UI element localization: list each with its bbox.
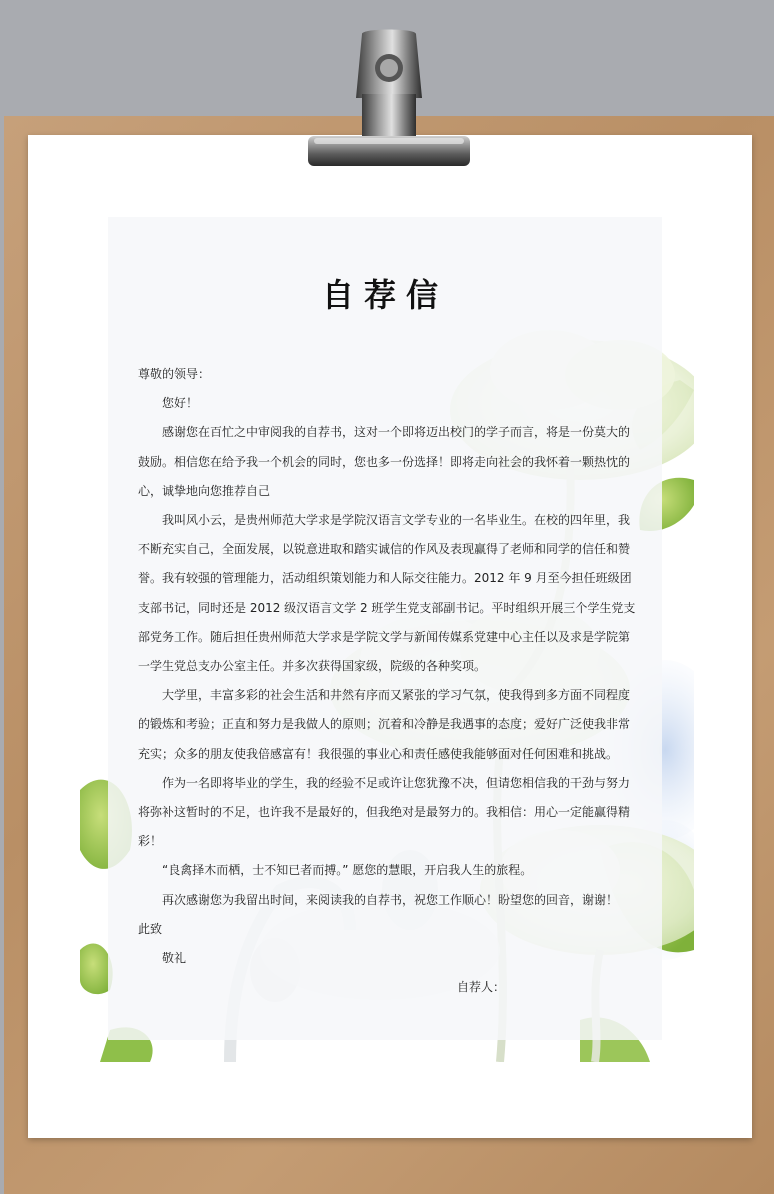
paragraph-quote: “良禽择木而栖，士不知已者而搏。” 愿您的慧眼，开启我人生的旅程。 <box>162 863 533 878</box>
letter-body <box>138 360 638 1002</box>
greeting: 您好！ <box>162 396 199 411</box>
paragraph-commitment: 作为一名即将毕业的学生，我的经验不足或许让您犹豫不决，但请您相信我的干劲与努力将弥补这暂时的不足，也许我不是最好的，但我绝对是最努力的。我相信：用心一定能赢得精彩！ <box>138 775 631 849</box>
paragraph-intro: 感谢您在百忙之中审阅我的自荐书，这对一个即将迈出校门的学子而言，将是一份莫大的鼓励。相信您在给予我一个机会的同时，您也多一份选择！即将走向社会的我怀着一颗热忱的心，诚挚地向您推荐自己 <box>138 425 631 498</box>
paragraph-university-life: 大学里，丰富多彩的社会生活和井然有序而又紧张的学习气氛，使我得到多方面不同程度的锻炼和考验；正直和努力是我做人的原则；沉着和冷静是我遇事的态度；爱好广泛使我非常充实；众多的朋友使我倍感富有！我很强的事业心和责任感使我能够面对任何困难和挑战。 <box>138 688 631 761</box>
closing-line-2: 敬礼 <box>162 951 187 966</box>
paragraph-background: 我叫风小云，是贵州师范大学求是学院汉语言文学专业的一名毕业生。在校的四年里，我不断充实自己，全面发展，以锐意进取和踏实诚信的作风及表现赢得了老师和同学的信任和赞誉。我有较强的管理能力，活动组织策划能力和人际交往能力。2012 年 9 月至今担任班级团支部书记，同时还是 2012 级汉语言文学 2 班学生党支部副书记。平时组织开展三个学生党支部党务工作。随后担任贵州师范大学求是学院文学与新闻传媒系党建中心主任以及求是学院第一学生党总支办公室主任。并多次获得国家级，院级的各种奖项。 <box>138 513 636 674</box>
paragraph-thanks: 再次感谢您为我留出时间，来阅读我的自荐书，祝您工作顺心！盼望您的回音，谢谢！ <box>162 892 619 907</box>
letter-title: 自荐信 <box>321 276 448 314</box>
binder-clip-icon <box>300 28 478 178</box>
closing-line-1: 此致 <box>138 921 163 936</box>
signature-label: 自荐人： <box>456 980 505 995</box>
salutation: 尊敬的领导： <box>138 367 211 381</box>
